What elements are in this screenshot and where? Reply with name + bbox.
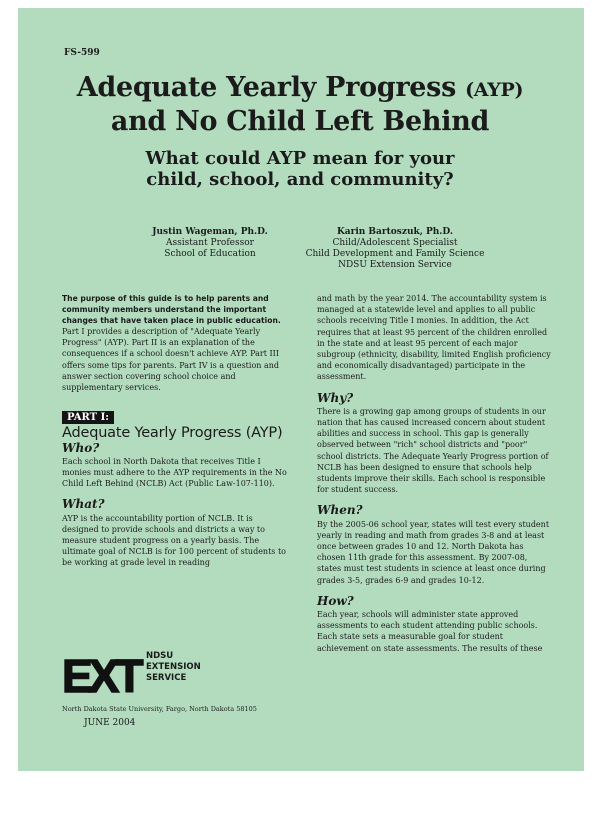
continued-paragraph: and math by the year 2014. The accountability system is managed at a statewide level and applies to all public schools receiving Title I monies. In addition, the Act requires that at least 95 percent of the children enrolled in the state and at least 95 percent of each major subgroup (ethnicity, disability, limited English proficiency and economically disadvantaged) participate in the assessment. bbox=[317, 294, 551, 382]
author-affiliation: School of Education bbox=[164, 249, 256, 259]
logo-wordmark bbox=[146, 651, 201, 684]
publication-date: JUNE 2004 bbox=[84, 718, 136, 728]
when-heading: When? bbox=[317, 503, 363, 518]
subtitle bbox=[0, 148, 600, 190]
author-1 bbox=[135, 227, 285, 260]
what-heading: What? bbox=[62, 497, 105, 512]
author-2 bbox=[300, 227, 490, 271]
author-title: Assistant Professor bbox=[166, 238, 254, 248]
author-name: Karin Bartoszuk, Ph.D. bbox=[336, 227, 454, 237]
logo-mark: EXT bbox=[62, 650, 140, 700]
why-paragraph: There is a growing gap among groups of students in our nation that has caused increased concern about student abilities and success in school. This gap is generally observed between "rich" school districts and "poor" school districts. The Adequate Yearly Progress portion of NCLB has been designed to ensure that schools help students improve their skills. Each school is responsible for student success. bbox=[317, 406, 549, 495]
lead-paragraph: The purpose of this guide is to help parents and community members understand the important changes that have taken place in public education. bbox=[62, 294, 281, 325]
how-heading: How? bbox=[317, 593, 354, 608]
author-title: Child/Adolescent Specialist bbox=[332, 238, 458, 248]
part-label: PART I: bbox=[62, 411, 114, 424]
intro-paragraph: Part I provides a description of "Adequate Yearly Progress" (AYP). Part II is an explanation of the consequences if a school doesn't achieve AYP. Part III offers some tips for parents. Part IV is a question and answer section covering school choice and supplementary services. bbox=[62, 327, 280, 393]
logo-line-extension: EXTENSION bbox=[146, 662, 201, 672]
title-line-1: Adequate Yearly Progress bbox=[76, 72, 456, 103]
right-column bbox=[317, 293, 551, 654]
when-paragraph: By the 2005-06 school year, states will test every student yearly in reading and math from grades 3-8 and at least once between grades 10 and 12. North Dakota has chosen 11th grade for this assessment. By 2007-08, states must test students in science at least once during grades 3-5, grades 6-9 and grades 10-12. bbox=[317, 519, 550, 585]
left-column bbox=[62, 293, 290, 569]
logo-line-ndsu: NDSU bbox=[146, 651, 174, 661]
address: North Dakota State University, Fargo, North Dakota 58105 bbox=[62, 705, 257, 713]
who-paragraph: Each school in North Dakota that receives Title I monies must adhere to the AYP requirements in the No Child Left Behind (NCLB) Act (Public Law-107-110). bbox=[62, 456, 287, 489]
page-title bbox=[0, 72, 600, 103]
author-affiliation: NDSU Extension Service bbox=[338, 260, 452, 270]
subtitle-line-2: child, school, and community? bbox=[146, 169, 454, 190]
how-paragraph: Each year, schools will administer state approved assessments to each student attending public schools. Each state sets a measurable goal for student achievement on state assessments. The results of these bbox=[317, 610, 543, 653]
title-abbreviation: (AYP) bbox=[465, 79, 524, 101]
author-department: Child Development and Family Science bbox=[305, 249, 485, 259]
subtitle-line-1: What could AYP mean for your bbox=[145, 148, 455, 169]
publication-number: FS-599 bbox=[64, 48, 100, 58]
what-paragraph: AYP is the accountability portion of NCLB. It is designed to provide schools and districts a way to measure student progress on a yearly basis. The ultimate goal of NCLB is for 100 percent of students to be working at grade level in reading bbox=[62, 513, 286, 568]
logo-line-service: SERVICE bbox=[146, 673, 187, 683]
section-title: Adequate Yearly Progress (AYP) bbox=[62, 425, 283, 442]
author-name: Justin Wageman, Ph.D. bbox=[152, 227, 268, 237]
title-line-2: and No Child Left Behind bbox=[110, 106, 490, 137]
who-heading: Who? bbox=[62, 440, 100, 455]
why-heading: Why? bbox=[317, 390, 354, 405]
